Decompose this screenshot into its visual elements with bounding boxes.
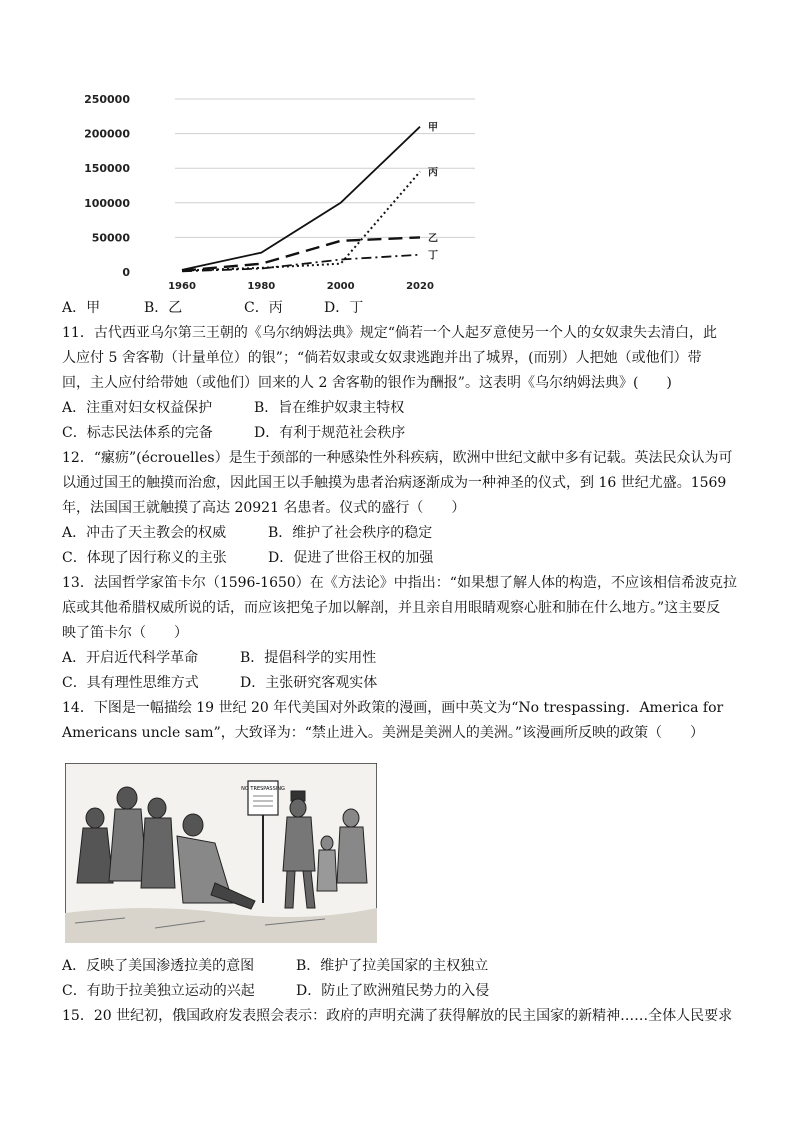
q10-option-d[interactable]: D．丁 — [324, 300, 364, 316]
q11-option-c[interactable]: C．标志民法体系的完备 — [62, 425, 213, 441]
q14-option-d[interactable]: D．防止了欧洲殖民势力的入侵 — [296, 983, 490, 999]
q10-option-c[interactable]: C．丙 — [244, 300, 283, 316]
q11-stem-line-3: 回，主人应付给带她（或他们）回来的人 2 舍客勒的银作为酬报”。这表明《乌尔纳姆法典》( ) — [62, 375, 672, 391]
q10-option-b[interactable]: B．乙 — [144, 300, 183, 316]
q12-stem-line-1: 12．“瘰疬”(écrouelles）是生于颈部的一种感染性外科疾病，欧洲中世纪文献中多有记载。英法民众认为可 — [62, 450, 733, 466]
q12-option-d[interactable]: D．促进了世俗王权的加强 — [268, 550, 434, 566]
population-line-chart — [80, 86, 480, 296]
series-label: 甲 — [428, 122, 438, 134]
q13-stem-line-2: 底或其他希腊权威所说的话，而应该把兔子加以解剖，并且亲自用眼睛观察心脏和肺在什么地方。”这主要反 — [62, 600, 721, 616]
y-tick-label: 0 — [122, 266, 130, 279]
series-line-1 — [182, 127, 420, 270]
q11-option-b[interactable]: B．旨在维护奴隶主特权 — [254, 400, 405, 416]
q10-option-a[interactable]: A．甲 — [62, 300, 101, 316]
q13-option-c[interactable]: C．具有理性思维方式 — [62, 675, 199, 691]
q13-option-a[interactable]: A．开启近代科学革命 — [62, 650, 199, 666]
q12-stem-line-2: 以通过国王的触摸而治愈，因此国王以手触摸为患者治病逐渐成为一种神圣的仪式，到 16 世纪尤盛。1569 — [62, 475, 727, 491]
q14-stem-line-1: 14．下图是一幅描绘 19 世纪 20 年代美国对外政策的漫画，画中英文为“No trespassing．America for — [62, 700, 724, 716]
y-tick-label: 200000 — [84, 127, 130, 141]
series-line-3 — [182, 237, 420, 270]
q11-stem-line-1: 11．古代西亚乌尔第三王朝的《乌尔纳姆法典》规定“倘若一个人起歹意使另一个人的女奴隶失去清白，此 — [62, 325, 717, 341]
q13-stem-line-3: 映了笛卡尔（ ） — [62, 625, 188, 641]
y-tick-label: 100000 — [84, 196, 130, 210]
x-tick-label: 2020 — [406, 281, 434, 292]
q14-option-c[interactable]: C．有助于拉美独立运动的兴起 — [62, 983, 255, 999]
series-label: 乙 — [428, 233, 438, 245]
cartoon-sign-text: NO TRESPASSING — [241, 786, 285, 792]
q15-stem-line-1: 15．20 世纪初，俄国政府发表照会表示：政府的声明充满了获得解放的民主国家的新精神……全体人民要求 — [62, 1008, 733, 1024]
q12-stem-line-3: 年，法国国王就触摸了高达 20921 名患者。仪式的盛行（ ） — [62, 500, 466, 516]
q13-option-d[interactable]: D．主张研究客观实体 — [240, 675, 378, 691]
x-tick-label: 1980 — [247, 281, 276, 292]
q14-option-b[interactable]: B．维护了拉美国家的主权独立 — [296, 958, 489, 974]
x-tick-label: 2000 — [326, 281, 355, 292]
series-label: 丙 — [428, 167, 438, 179]
q12-option-a[interactable]: A．冲击了天主教会的权威 — [62, 525, 227, 541]
q13-stem-line-1: 13．法国哲学家笛卡尔（1596-1650）在《方法论》中指出：“如果想了解人体的构造，不应该相信希波克拉 — [62, 575, 737, 591]
q14-option-a[interactable]: A．反映了美国渗透拉美的意图 — [62, 958, 255, 974]
y-tick-label: 150000 — [84, 162, 130, 176]
q13-option-b[interactable]: B．提倡科学的实用性 — [240, 650, 377, 666]
q12-option-c[interactable]: C．体现了因行称义的主张 — [62, 550, 227, 566]
q11-option-a[interactable]: A．注重对妇女权益保护 — [62, 400, 213, 416]
q11-option-d[interactable]: D．有利于规范社会秩序 — [254, 425, 406, 441]
monroe-doctrine-cartoon — [65, 763, 377, 943]
q11-stem-line-2: 人应付 5 舍客勒（计量单位）的银”；“倘若奴隶或女奴隶逃跑并出了城界，(而别）人把她（或他们）带 — [62, 350, 702, 366]
y-tick-label: 250000 — [84, 93, 130, 106]
y-tick-label: 50000 — [91, 231, 130, 245]
x-tick-label: 1960 — [168, 281, 196, 292]
q12-option-b[interactable]: B．维护了社会秩序的稳定 — [268, 525, 433, 541]
q14-stem-line-2: Americans uncle sam”，大致译为：“禁止进入。美洲是美洲人的美洲。”该漫画所反映的政策（ ） — [62, 725, 705, 741]
series-line-2 — [182, 172, 420, 271]
series-label: 丁 — [428, 250, 438, 262]
